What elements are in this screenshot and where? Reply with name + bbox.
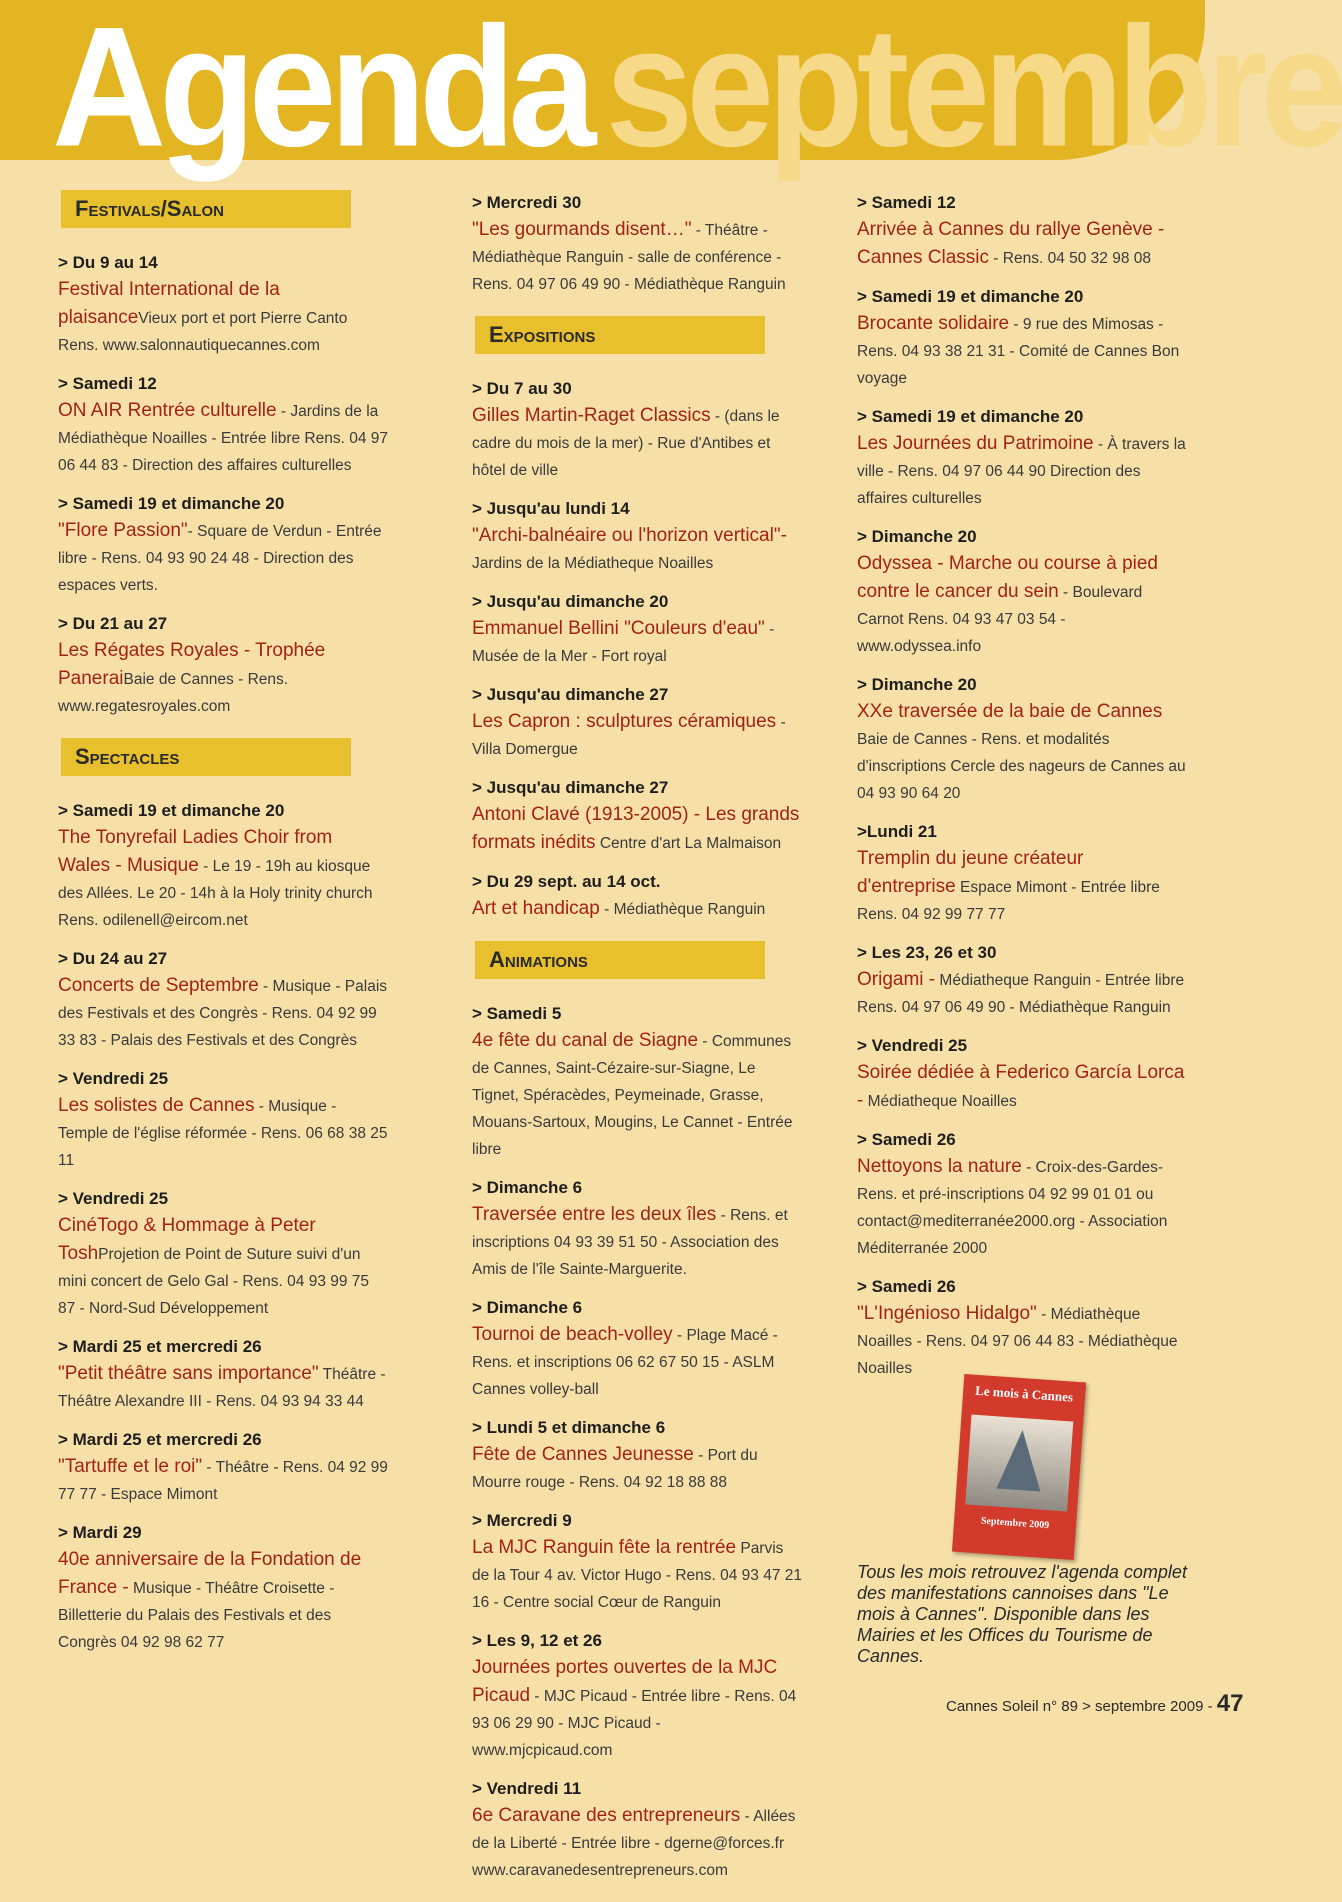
- event-date: > Du 24 au 27: [58, 949, 168, 968]
- event-date: > Dimanche 20: [857, 675, 977, 694]
- agenda-event: [58, 1334, 388, 1415]
- title-banner: [0, 0, 1342, 183]
- event-details: - (dans le cadre du mois de la mer) - Rue d'Antibes et hôtel de ville: [472, 408, 780, 479]
- agenda-event: [58, 1066, 388, 1174]
- event-title: Nettoyons la nature: [857, 1156, 1022, 1177]
- event-date: > Les 9, 12 et 26: [472, 1631, 602, 1650]
- agenda-event: [58, 1186, 388, 1322]
- agenda-section: [857, 190, 1187, 1382]
- event-details: - MJC Picaud - Entrée libre - Rens. 04 93 06 29 90 - MJC Picaud - www.mjcpicaud.com: [472, 1688, 797, 1759]
- event-title: Soirée dédiée à Federico García Lorca -: [857, 1062, 1185, 1111]
- event-title: "Archi-balnéaire ou l'horizon vertical"-: [472, 525, 787, 546]
- event-title: Brocante solidaire: [857, 313, 1010, 334]
- column-2: [472, 190, 802, 1902]
- agenda-event: [472, 589, 802, 670]
- event-date: > Dimanche 20: [857, 527, 977, 546]
- event-details: Jardins de la Médiatheque Noailles: [472, 555, 714, 572]
- event-details: - Jardins de la Médiathèque Noailles - Entrée libre Rens. 04 97 06 44 83 - Direction des affaires culturelles: [58, 403, 388, 474]
- event-date: > Mardi 25 et mercredi 26: [58, 1430, 262, 1449]
- agenda-section: [472, 316, 802, 923]
- event-title: Arrivée à Cannes du rallye Genève - Cannes Classic: [857, 219, 1165, 268]
- event-details: - Boulevard Carnot Rens. 04 93 47 03 54 - www.odyssea.info: [857, 584, 1143, 655]
- event-date: > Dimanche 6: [472, 1178, 583, 1197]
- event-date: > Mardi 29: [58, 1523, 142, 1542]
- event-date: > Samedi 26: [857, 1277, 956, 1296]
- agenda-event: [472, 1508, 802, 1616]
- agenda-event: [857, 1127, 1187, 1262]
- event-details: Médiatheque Ranguin - Entrée libre Rens. 04 97 06 49 90 - Médiathèque Ranguin: [857, 972, 1185, 1016]
- agenda-event: [58, 946, 388, 1054]
- agenda-event: [857, 819, 1187, 928]
- event-title: Fête de Cannes Jeunesse: [472, 1444, 694, 1465]
- event-details: Musique - Théâtre Croisette - Billetterie du Palais des Festivals et des Congrès 04 92 98 62 77: [58, 1580, 335, 1651]
- event-title: ON AIR Rentrée culturelle: [58, 400, 277, 421]
- event-details: - Plage Macé - Rens. et inscriptions 06 62 67 50 15 - ASLM Cannes volley-ball: [472, 1327, 778, 1398]
- agenda-section: [58, 738, 388, 1656]
- agenda-event: [472, 869, 802, 923]
- event-title: Festival International de la plaisance: [58, 279, 280, 328]
- agenda-event: [58, 250, 388, 359]
- page-title: [52, 0, 1342, 185]
- event-title: Traversée entre les deux îles: [472, 1204, 717, 1225]
- event-details: Médiatheque Noailles: [863, 1093, 1017, 1110]
- event-date: > Lundi 5 et dimanche 6: [472, 1418, 666, 1437]
- event-title: Origami -: [857, 969, 936, 990]
- agenda-event: [472, 376, 802, 484]
- event-date: > Les 23, 26 et 30: [857, 943, 997, 962]
- event-details: - Square de Verdun - Entrée libre - Rens. 04 93 90 24 48 - Direction des espaces verts.: [58, 523, 382, 594]
- event-date: > Samedi 12: [857, 193, 956, 212]
- event-title: Odyssea - Marche ou course à pied contre le cancer du sein: [857, 553, 1158, 602]
- event-date: > Du 9 au 14: [58, 253, 158, 272]
- page-footer: [946, 1690, 1243, 1718]
- event-title: Les Capron : sculptures céramiques: [472, 711, 777, 732]
- event-date: > Du 21 au 27: [58, 614, 168, 633]
- event-title: The Tonyrefail Ladies Choir from Wales - Musique: [58, 827, 333, 876]
- magazine-title: Le mois à Cannes: [974, 1382, 1074, 1405]
- event-details: - Communes de Cannes, Saint-Cézaire-sur-Siagne, Le Tignet, Spéracèdes, Peymeinade, Grasse, Mouans-Sartoux, Mougins, Le Cannet - Entrée libre: [472, 1033, 793, 1158]
- event-title: "Tartuffe et le roi": [58, 1456, 203, 1477]
- event-date: > Samedi 19 et dimanche 20: [857, 407, 1084, 426]
- agenda-event: [58, 371, 388, 479]
- agenda-event: [472, 775, 802, 857]
- agenda-event: [58, 611, 388, 720]
- event-date: > Samedi 19 et dimanche 20: [58, 801, 285, 820]
- event-details: - Musique - Temple de l'église réformée - Rens. 06 68 38 25 11: [58, 1098, 388, 1169]
- event-date: > Du 29 sept. au 14 oct.: [472, 872, 661, 891]
- event-title: 4e fête du canal de Siagne: [472, 1030, 699, 1051]
- event-title: CinéTogo & Hommage à Peter Tosh: [58, 1215, 316, 1264]
- agenda-event: [857, 672, 1187, 807]
- event-details: Vieux port et port Pierre Canto Rens. www.salonnautiquecannes.com: [58, 310, 348, 354]
- event-details: - Croix-des-Gardes- Rens. et pré-inscriptions 04 92 99 01 01 ou contact@mediterranée2000.org - Association Méditerranée 2000: [857, 1159, 1168, 1257]
- event-date: > Vendredi 25: [857, 1036, 968, 1055]
- event-details: Baie de Cannes - Rens. www.regatesroyales.com: [58, 671, 289, 715]
- event-details: - Médiathèque Ranguin: [599, 901, 766, 918]
- event-date: > Jusqu'au dimanche 27: [472, 685, 669, 704]
- event-date: >Lundi 21: [857, 822, 937, 841]
- event-date: > Jusqu'au dimanche 20: [472, 592, 669, 611]
- title-word-agenda: Agenda: [52, 0, 590, 183]
- event-title: Art et handicap: [472, 898, 600, 919]
- event-title: Les Régates Royales - Trophée Panerai: [58, 640, 326, 689]
- event-date: > Du 7 au 30: [472, 379, 572, 398]
- event-details: - Médiathèque Noailles - Rens. 04 97 06 44 83 - Médiathèque Noailles: [857, 1306, 1178, 1377]
- event-date: > Samedi 26: [857, 1130, 956, 1149]
- agenda-event: [58, 798, 388, 934]
- event-date: > Vendredi 11: [472, 1779, 582, 1798]
- section-heading: Festivals/Salon: [61, 190, 351, 228]
- event-details: Centre d'art La Malmaison: [595, 835, 782, 852]
- agenda-event: [857, 940, 1187, 1021]
- event-details: Projetion de Point de Suture suivi d'un mini concert de Gelo Gal - Rens. 04 93 99 75 87 - Nord-Sud Développement: [58, 1246, 370, 1317]
- event-details: - Rens. 04 50 32 98 08: [989, 250, 1152, 267]
- agenda-event: [58, 1520, 388, 1656]
- event-date: > Mercredi 30: [472, 193, 582, 212]
- agenda-event: [472, 1001, 802, 1163]
- agenda-event: [857, 1274, 1187, 1382]
- event-details: - À travers la ville - Rens. 04 97 06 44 90 Direction des affaires culturelles: [857, 436, 1186, 507]
- agenda-event: [472, 190, 802, 298]
- event-title: 40e anniversaire de la Fondation de France -: [58, 1549, 362, 1598]
- agenda-section: [472, 941, 802, 1884]
- column-1: [58, 190, 388, 1674]
- event-title: "Les gourmands disent…": [472, 219, 692, 240]
- agenda-event: [857, 190, 1187, 272]
- event-date: > Samedi 12: [58, 374, 157, 393]
- event-title: Tournoi de beach-volley: [472, 1324, 673, 1345]
- section-heading: Animations: [475, 941, 765, 979]
- event-title: "L'Ingénioso Hidalgo": [857, 1303, 1037, 1324]
- event-title: "Petit théâtre sans importance": [58, 1363, 319, 1384]
- magazine-cover-image: [952, 1374, 1086, 1560]
- event-date: > Samedi 19 et dimanche 20: [58, 494, 285, 513]
- agenda-event: [472, 1175, 802, 1283]
- event-title: Journées portes ouvertes de la MJC Picaud: [472, 1657, 778, 1706]
- event-details: - Le 19 - 19h au kiosque des Allées. Le 20 - 14h à la Holy trinity church Rens. odilenell@eircom.net: [58, 858, 373, 929]
- section-heading: Spectacles: [61, 738, 351, 776]
- event-title: Les solistes de Cannes: [58, 1095, 255, 1116]
- event-details: - Théâtre - Rens. 04 92 99 77 77 - Espace Mimont: [58, 1459, 388, 1503]
- magazine-caption: Tous les mois retrouvez l'agenda complet des manifestations cannoises dans "Le mois à Cannes". Disponible dans les Mairies et les Offices du Tourisme de Cannes.: [857, 1562, 1187, 1666]
- event-details: - Allées de la Liberté - Entrée libre - dgerne@forces.fr www.caravanedesentrepreneurs.com: [472, 1808, 796, 1879]
- agenda-event: [472, 1628, 802, 1764]
- event-date: > Mardi 25 et mercredi 26: [58, 1337, 262, 1356]
- agenda-event: [472, 1776, 802, 1884]
- event-details: Parvis de la Tour 4 av. Victor Hugo - Rens. 04 93 47 21 16 - Centre social Cœur de Ranguin: [472, 1540, 803, 1611]
- event-details: Espace Mimont - Entrée libre Rens. 04 92 99 77 77: [857, 879, 1160, 923]
- agenda-event: [472, 1295, 802, 1403]
- title-word-month: septembre: [605, 0, 1342, 183]
- event-date: > Samedi 19 et dimanche 20: [857, 287, 1084, 306]
- event-title: 6e Caravane des entrepreneurs: [472, 1805, 741, 1826]
- event-details: - 9 rue des Mimosas - Rens. 04 93 38 21 31 - Comité de Cannes Bon voyage: [857, 316, 1180, 387]
- agenda-event: [857, 284, 1187, 392]
- event-details: - Villa Domergue: [472, 714, 786, 758]
- event-date: > Vendredi 25: [58, 1069, 169, 1088]
- sailboat-icon: [996, 1429, 1044, 1492]
- event-details: - Musique - Palais des Festivals et des Congrès - Rens. 04 92 99 33 83 - Palais des Festivals et des Congrès: [58, 978, 388, 1049]
- event-date: > Mercredi 9: [472, 1511, 572, 1530]
- page-number: 47: [1216, 1690, 1244, 1717]
- event-details: - Musée de la Mer - Fort royal: [472, 621, 775, 665]
- agenda-event: [857, 524, 1187, 660]
- event-details: Théâtre - Théâtre Alexandre III - Rens. 04 93 94 33 44: [58, 1366, 386, 1410]
- agenda-event: [472, 682, 802, 763]
- agenda-event: [58, 491, 388, 599]
- event-date: > Jusqu'au lundi 14: [472, 499, 630, 518]
- event-date: > Vendredi 25: [58, 1189, 169, 1208]
- column-3: [857, 190, 1187, 1400]
- agenda-event: [58, 1427, 388, 1508]
- agenda-event: [472, 1415, 802, 1496]
- footer-text: Cannes Soleil n° 89 > septembre 2009 -: [946, 1698, 1217, 1715]
- event-date: > Samedi 5: [472, 1004, 562, 1023]
- event-details: - Port du Mourre rouge - Rens. 04 92 18 88 88: [472, 1447, 758, 1491]
- event-details: Baie de Cannes - Rens. et modalités d'inscriptions Cercle des nageurs de Cannes au 04 93 90 64 20: [857, 731, 1186, 802]
- agenda-event: [472, 496, 802, 577]
- event-title: XXe traversée de la baie de Cannes: [857, 701, 1163, 722]
- event-title: Tremplin du jeune créateur d'entreprise: [857, 848, 1084, 897]
- agenda-section: [472, 190, 802, 298]
- event-details: - Théâtre - Médiathèque Ranguin - salle de conférence - Rens. 04 97 06 49 90 - Médiathèque Ranguin: [472, 222, 786, 293]
- event-title: Gilles Martin-Raget Classics: [472, 405, 711, 426]
- magazine-date: Septembre 2009: [980, 1515, 1050, 1532]
- event-details: - Rens. et inscriptions 04 93 39 51 50 - Association des Amis de l'île Sainte-Marguerite.: [472, 1207, 788, 1278]
- event-title: Concerts de Septembre: [58, 975, 259, 996]
- agenda-event: [857, 404, 1187, 512]
- event-title: La MJC Ranguin fête la rentrée: [472, 1537, 737, 1558]
- event-title: Antoni Clavé (1913-2005) - Les grands formats inédits: [472, 804, 800, 853]
- section-heading: Expositions: [475, 316, 765, 354]
- event-date: > Jusqu'au dimanche 27: [472, 778, 669, 797]
- event-date: > Dimanche 6: [472, 1298, 583, 1317]
- agenda-event: [857, 1033, 1187, 1115]
- event-title: Les Journées du Patrimoine: [857, 433, 1094, 454]
- event-title: "Flore Passion": [58, 520, 188, 541]
- event-title: Emmanuel Bellini "Couleurs d'eau": [472, 618, 765, 639]
- agenda-section: [58, 190, 388, 720]
